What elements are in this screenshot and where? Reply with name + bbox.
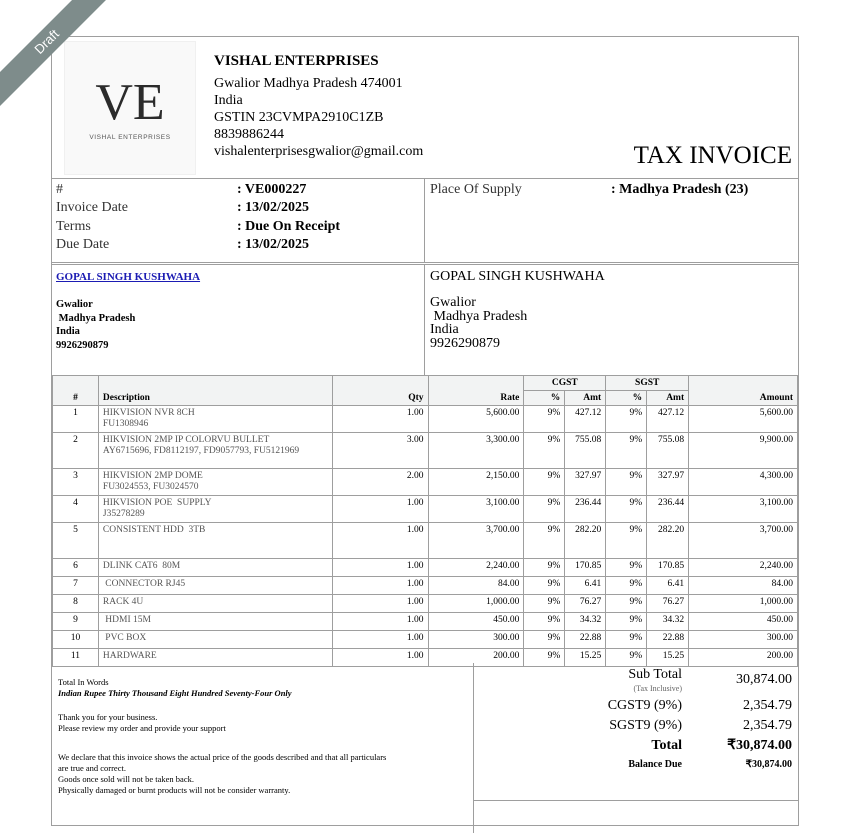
header-rate: Rate [428, 376, 524, 406]
row-cgst-amt: 6.41 [565, 577, 606, 595]
row-sgst-pct: 9% [606, 559, 647, 577]
info-label: # [56, 182, 63, 197]
row-cgst-amt: 327.97 [565, 469, 606, 496]
row-cgst-pct: 9% [524, 649, 565, 667]
balance-due-value: ₹30,874.00 [745, 759, 792, 770]
row-rate: 3,300.00 [428, 433, 524, 469]
header-num: # [53, 376, 99, 406]
row-sgst-amt: 236.44 [647, 496, 689, 523]
row-rate: 450.00 [428, 613, 524, 631]
row-cgst-amt: 282.20 [565, 523, 606, 559]
info-value: : Due On Receipt [237, 219, 341, 234]
row-sgst-amt: 6.41 [647, 577, 689, 595]
notes-section [52, 663, 474, 833]
row-amount: 3,100.00 [689, 496, 798, 523]
row-sgst-amt: 755.08 [647, 433, 689, 469]
row-cgst-amt: 22.88 [565, 631, 606, 649]
row-sgst-amt: 15.25 [647, 649, 689, 667]
cgst-row [473, 697, 798, 715]
header-cgst-pct: % [524, 391, 565, 406]
row-sgst-pct: 9% [606, 649, 647, 667]
row-rate: 200.00 [428, 649, 524, 667]
total-in-words-label: Total In Words [58, 677, 109, 687]
row-sgst-amt: 76.27 [647, 595, 689, 613]
invoice-sheet [51, 36, 799, 826]
ship-to-line: Madhya Pradesh [430, 308, 528, 324]
row-cgst-pct: 9% [524, 496, 565, 523]
total-value: ₹30,874.00 [727, 738, 792, 753]
row-cgst-amt: 755.08 [565, 433, 606, 469]
row-cgst-amt: 170.85 [565, 559, 606, 577]
header-qty: Qty [332, 376, 428, 406]
header-cgst-amt: Amt [565, 391, 606, 406]
organization-email: vishalenterprisesgwalior@gmail.com [214, 144, 424, 159]
header-description: Description [98, 376, 332, 406]
header-sgst: SGST [606, 376, 689, 391]
thanks-note: Thank you for your business. [58, 712, 158, 722]
items-body [53, 406, 798, 667]
cgst-label: CGST9 (9%) [607, 698, 682, 713]
invoice-header [52, 37, 798, 178]
total-in-words: Indian Rupee Thirty Thousand Eight Hundred Seventy-Four Only [58, 688, 292, 698]
row-cgst-pct: 9% [524, 613, 565, 631]
row-description [98, 631, 332, 649]
row-num: 4 [53, 496, 99, 523]
sub-total-row [473, 666, 798, 687]
total-row [473, 737, 798, 755]
bill-to-line: 9926290879 [56, 339, 109, 351]
row-qty: 1.00 [332, 559, 428, 577]
row-cgst-pct: 9% [524, 595, 565, 613]
info-value: : 13/02/2025 [237, 200, 309, 215]
row-rate: 84.00 [428, 577, 524, 595]
row-sgst-pct: 9% [606, 595, 647, 613]
item-serials: J35278289 [102, 509, 145, 519]
item-name: HDMI 15M [102, 615, 151, 625]
row-sgst-amt: 22.88 [647, 631, 689, 649]
row-sgst-pct: 9% [606, 496, 647, 523]
table-row [53, 469, 798, 496]
row-description [98, 406, 332, 433]
sub-total-label: Sub Total [628, 667, 682, 682]
sgst-label: SGST9 (9%) [609, 718, 682, 733]
balance-due-label: Balance Due [628, 759, 682, 770]
row-sgst-amt: 282.20 [647, 523, 689, 559]
sgst-value: 2,354.79 [743, 718, 792, 733]
row-num: 11 [53, 649, 99, 667]
organization-gstin: GSTIN 23CVMPA2910C1ZB [214, 110, 384, 125]
table-row [53, 577, 798, 595]
item-serials: FU3024553, FU3024570 [102, 482, 199, 492]
row-qty: 1.00 [332, 595, 428, 613]
table-row [53, 559, 798, 577]
invoice-info-section [52, 178, 798, 263]
row-cgst-pct: 9% [524, 523, 565, 559]
row-num: 1 [53, 406, 99, 433]
bill-to [52, 265, 425, 375]
row-cgst-pct: 9% [524, 577, 565, 595]
row-description [98, 523, 332, 559]
row-amount: 5,600.00 [689, 406, 798, 433]
header-sgst-amt: Amt [647, 391, 689, 406]
sub-total-value: 30,874.00 [736, 672, 792, 687]
item-name: CONSISTENT HDD 3TB [102, 525, 206, 535]
row-rate: 2,240.00 [428, 559, 524, 577]
draft-ribbon-label: Draft [0, 0, 116, 111]
item-name: HIKVISION POE SUPPLY [102, 498, 212, 508]
bill-to-line: Gwalior [56, 299, 93, 310]
row-qty: 1.00 [332, 406, 428, 433]
info-label: Invoice Date [56, 200, 128, 215]
row-cgst-amt: 76.27 [565, 595, 606, 613]
row-sgst-amt: 327.97 [647, 469, 689, 496]
organization-name: VISHAL ENTERPRISES [214, 53, 379, 69]
totals-section [473, 663, 798, 801]
total-label: Total [651, 738, 682, 753]
row-sgst-pct: 9% [606, 433, 647, 469]
row-sgst-amt: 427.12 [647, 406, 689, 433]
row-amount: 1,000.00 [689, 595, 798, 613]
item-serials: AY6715696, FD8112197, FD9057793, FU5121969 [102, 446, 300, 456]
info-value: : Madhya Pradesh (23) [611, 182, 749, 197]
row-num: 8 [53, 595, 99, 613]
row-description [98, 496, 332, 523]
row-rate: 5,600.00 [428, 406, 524, 433]
row-sgst-pct: 9% [606, 523, 647, 559]
row-num: 2 [53, 433, 99, 469]
row-qty: 2.00 [332, 469, 428, 496]
row-num: 5 [53, 523, 99, 559]
row-sgst-pct: 9% [606, 613, 647, 631]
row-cgst-amt: 15.25 [565, 649, 606, 667]
row-num: 9 [53, 613, 99, 631]
item-name: DLINK CAT6 80M [102, 561, 181, 571]
bill-to-name-link[interactable]: GOPAL SINGH KUSHWAHA [56, 271, 201, 283]
row-amount: 2,240.00 [689, 559, 798, 577]
row-description [98, 433, 332, 469]
organization-country: India [214, 93, 243, 108]
ship-to-address [430, 296, 527, 350]
item-name: PVC BOX [102, 633, 147, 643]
logo-monogram: VE [95, 74, 165, 131]
organization-phone: 8839886244 [214, 127, 284, 142]
row-qty: 3.00 [332, 433, 428, 469]
invoice-footer [52, 663, 798, 833]
declaration-line: Goods once sold will not be taken back. [58, 774, 194, 784]
row-rate: 300.00 [428, 631, 524, 649]
row-rate: 3,700.00 [428, 523, 524, 559]
row-qty: 1.00 [332, 523, 428, 559]
row-amount: 450.00 [689, 613, 798, 631]
item-name: HARDWARE [102, 651, 157, 661]
item-name: HIKVISION NVR 8CH [102, 408, 195, 418]
table-row [53, 631, 798, 649]
info-label: Terms [56, 219, 91, 234]
row-qty: 1.00 [332, 613, 428, 631]
row-amount: 9,900.00 [689, 433, 798, 469]
header-cgst: CGST [524, 376, 606, 391]
balance-due-row [473, 758, 798, 771]
item-name: HIKVISION 2MP DOME [102, 471, 203, 481]
row-sgst-pct: 9% [606, 406, 647, 433]
row-rate: 3,100.00 [428, 496, 524, 523]
row-rate: 2,150.00 [428, 469, 524, 496]
row-sgst-pct: 9% [606, 631, 647, 649]
row-description [98, 577, 332, 595]
row-qty: 1.00 [332, 496, 428, 523]
row-cgst-pct: 9% [524, 406, 565, 433]
row-amount: 84.00 [689, 577, 798, 595]
row-cgst-pct: 9% [524, 631, 565, 649]
row-cgst-amt: 34.32 [565, 613, 606, 631]
row-num: 3 [53, 469, 99, 496]
info-value: : VE000227 [237, 182, 307, 197]
table-row [53, 496, 798, 523]
invoice-info-left [52, 179, 425, 263]
table-row [53, 613, 798, 631]
ship-to-line: 9926290879 [430, 335, 500, 351]
ship-to-name: GOPAL SINGH KUSHWAHA [430, 269, 605, 284]
sub-total-note: (Tax Inclusive) [633, 684, 682, 693]
table-row [53, 595, 798, 613]
organization-address: Gwalior Madhya Pradesh 474001 [214, 76, 403, 91]
row-amount: 200.00 [689, 649, 798, 667]
row-cgst-amt: 427.12 [565, 406, 606, 433]
sgst-row [473, 717, 798, 735]
row-cgst-amt: 236.44 [565, 496, 606, 523]
document-title: TAX INVOICE [633, 142, 792, 169]
row-amount: 3,700.00 [689, 523, 798, 559]
row-cgst-pct: 9% [524, 433, 565, 469]
cgst-value: 2,354.79 [743, 698, 792, 713]
declaration-line: Physically damaged or burnt products will not be consider warranty. [58, 785, 291, 795]
table-row [53, 406, 798, 433]
row-qty: 1.00 [332, 577, 428, 595]
row-num: 6 [53, 559, 99, 577]
table-row [53, 433, 798, 469]
sub-total-note-row [473, 684, 798, 694]
bill-to-line: India [56, 326, 80, 337]
row-sgst-pct: 9% [606, 469, 647, 496]
row-qty: 1.00 [332, 631, 428, 649]
row-description [98, 559, 332, 577]
row-sgst-amt: 170.85 [647, 559, 689, 577]
row-description [98, 595, 332, 613]
ship-to-line: Gwalior [430, 295, 476, 310]
header-amount: Amount [689, 376, 798, 406]
row-qty: 1.00 [332, 649, 428, 667]
bill-to-address [56, 298, 135, 352]
item-name: CONNECTOR RJ45 [102, 579, 186, 589]
row-description [98, 469, 332, 496]
row-description [98, 613, 332, 631]
info-value: : 13/02/2025 [237, 237, 309, 252]
info-label: Place Of Supply [430, 182, 522, 197]
bill-to-line: Madhya Pradesh [56, 312, 136, 324]
row-rate: 1,000.00 [428, 595, 524, 613]
declaration-line: We declare that this invoice shows the actual price of the goods described and that all particulars [58, 752, 387, 762]
row-num: 10 [53, 631, 99, 649]
logo-subtext: VISHAL ENTERPRISES [89, 134, 171, 141]
info-label: Due Date [56, 237, 110, 252]
row-cgst-pct: 9% [524, 559, 565, 577]
address-section [52, 265, 798, 375]
item-name: HIKVISION 2MP IP COLORVU BULLET [102, 435, 270, 445]
table-row [53, 523, 798, 559]
item-serials: FU1308946 [102, 419, 149, 429]
row-num: 7 [53, 577, 99, 595]
declaration-line: are true and correct. [58, 763, 126, 773]
review-note: Please review my order and provide your support [58, 723, 226, 733]
item-name: RACK 4U [102, 597, 144, 607]
organization-details [214, 53, 423, 160]
ship-to-line: India [430, 322, 459, 337]
row-cgst-pct: 9% [524, 469, 565, 496]
row-amount: 300.00 [689, 631, 798, 649]
row-amount: 4,300.00 [689, 469, 798, 496]
items-table [52, 375, 798, 667]
row-sgst-pct: 9% [606, 577, 647, 595]
header-sgst-pct: % [606, 391, 647, 406]
row-sgst-amt: 34.32 [647, 613, 689, 631]
draft-ribbon [0, 0, 120, 120]
